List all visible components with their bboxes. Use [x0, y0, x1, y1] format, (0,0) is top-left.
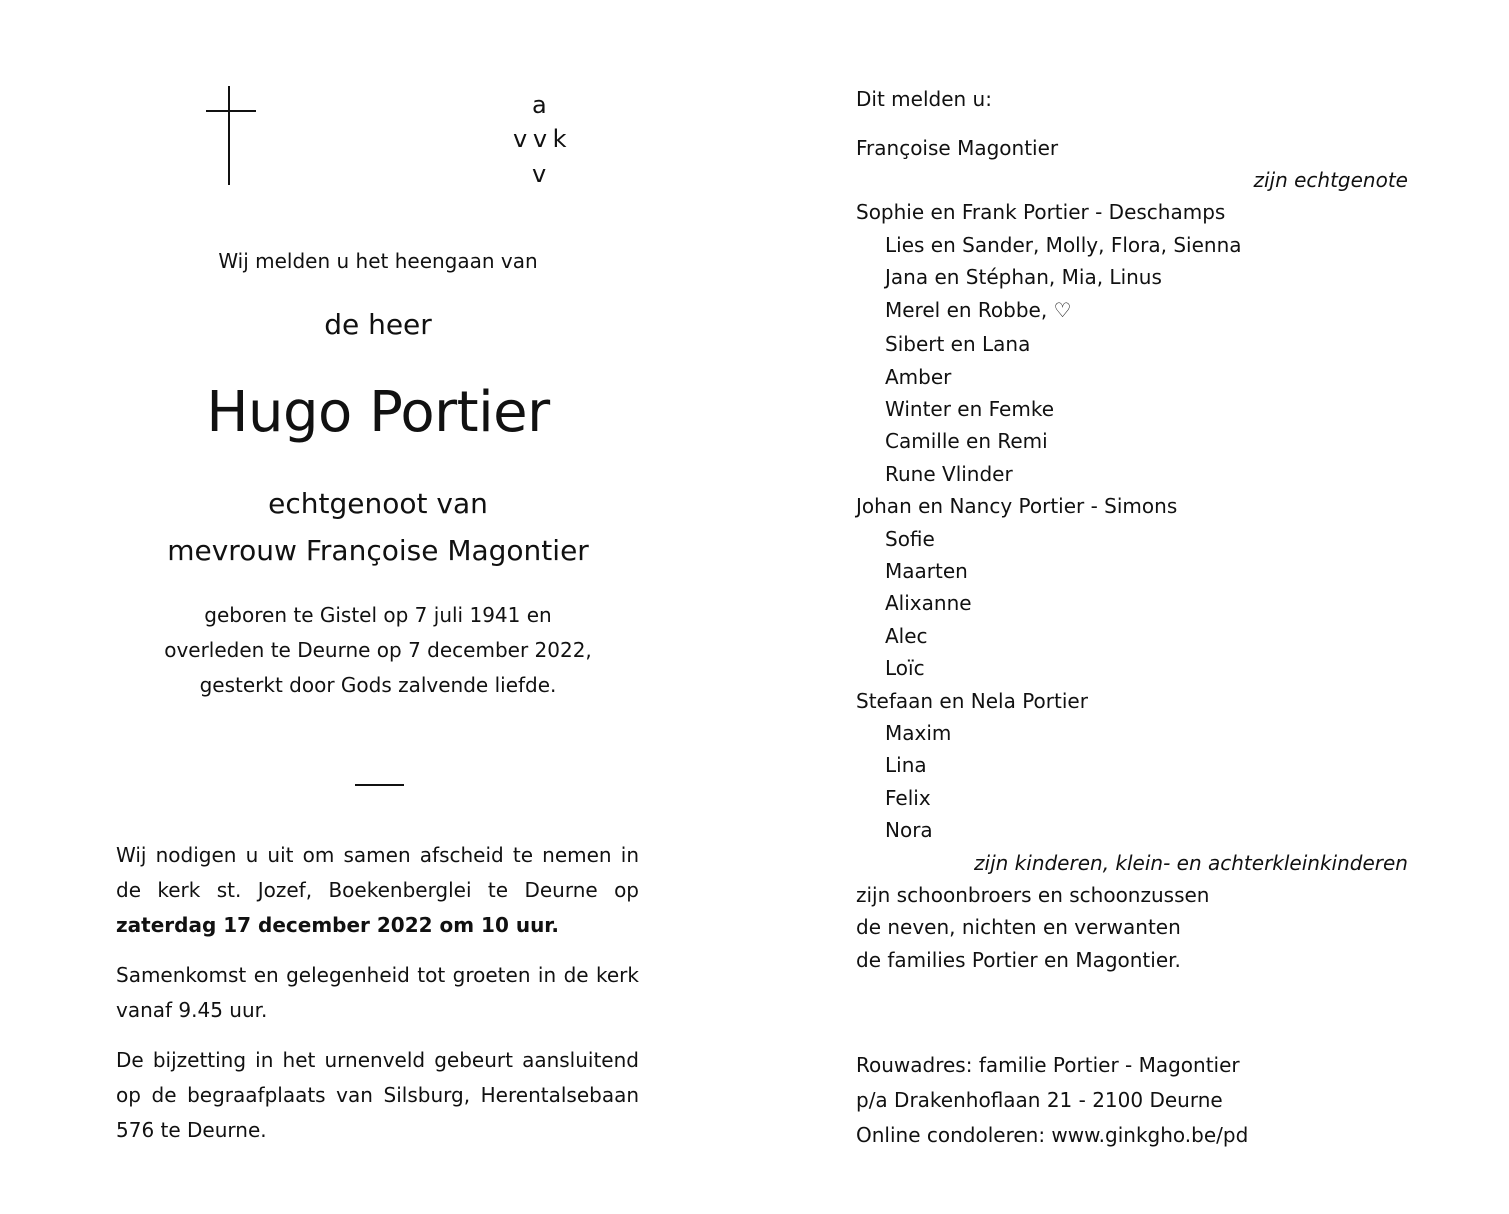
- monogram-bottom: v: [532, 160, 547, 188]
- family-1-member: Sibert en Lana: [885, 332, 1031, 356]
- born-line-2: overleden te Deurne op 7 december 2022,: [164, 638, 592, 662]
- family-3-member: Maxim: [885, 721, 952, 745]
- widow-name: Françoise Magontier: [856, 136, 1059, 160]
- invitation-paragraph: [116, 838, 639, 943]
- inlaws-line: zijn schoonbroers en schoonzussen: [856, 883, 1210, 907]
- family-3-member: Lina: [885, 753, 927, 777]
- family-1-member: Lies en Sander, Molly, Flora, Sienna: [885, 233, 1242, 257]
- burial-paragraph: De bijzetting in het urnenveld gebeurt aansluitend op de begraafplaats van Silsburg, Herentalsebaan 576 te Deurne.: [116, 1048, 639, 1142]
- relatives-line: de neven, nichten en verwanten: [856, 915, 1181, 939]
- spouse-line-1: echtgenoot van: [268, 487, 488, 520]
- right-heading: Dit melden u:: [856, 87, 992, 111]
- mourning-address-line-2: p/a Drakenhoflaan 21 - 2100 Deurne: [856, 1088, 1223, 1112]
- online-condolence-link[interactable]: Online condoleren: www.ginkgho.be/pd: [856, 1123, 1249, 1147]
- children-role: zijn kinderen, klein- en achterkleinkinderen: [974, 851, 1408, 875]
- born-line-1: geboren te Gistel op 7 juli 1941 en: [204, 603, 552, 627]
- family-3-parents: Stefaan en Nela Portier: [856, 689, 1088, 713]
- family-1-member: Jana en Stéphan, Mia, Linus: [885, 265, 1162, 289]
- family-1-member: Rune Vlinder: [885, 462, 1013, 486]
- spouse-block: [78, 480, 678, 574]
- deceased-name: Hugo Portier: [206, 380, 550, 445]
- family-1-member: Amber: [885, 365, 952, 389]
- family-1-parents: Sophie en Frank Portier - Deschamps: [856, 200, 1226, 224]
- family-2-member: Sofie: [885, 527, 935, 551]
- mourning-address-line-1: Rouwadres: familie Portier - Magontier: [856, 1053, 1240, 1077]
- family-2-member: Loïc: [885, 656, 925, 680]
- family-2-member: Alec: [885, 624, 928, 648]
- life-dates-block: [78, 598, 678, 703]
- family-2-member: Alixanne: [885, 591, 972, 615]
- title-prefix: de heer: [324, 308, 432, 341]
- divider: [355, 784, 404, 786]
- monogram-top: a: [532, 91, 547, 119]
- family-3-member: Felix: [885, 786, 931, 810]
- family-2-parents: Johan en Nancy Portier - Simons: [856, 494, 1178, 518]
- family-2-member: Maarten: [885, 559, 968, 583]
- families-line: de families Portier en Magontier.: [856, 948, 1181, 972]
- family-3-member: Nora: [885, 818, 933, 842]
- born-line-3: gesterkt door Gods zalvende liefde.: [199, 673, 557, 697]
- family-1-member: Winter en Femke: [885, 397, 1055, 421]
- family-1-member: Merel en Robbe, ♡: [885, 298, 1072, 322]
- invitation-text: Wij nodigen u uit om samen afscheid te nemen in de kerk st. Jozef, Boekenberglei te Deurne op: [116, 843, 639, 902]
- widow-role: zijn echtgenote: [1253, 168, 1408, 192]
- announcement-intro: Wij melden u het heengaan van: [218, 249, 538, 273]
- gathering-paragraph: Samenkomst en gelegenheid tot groeten in de kerk vanaf 9.45 uur.: [116, 963, 639, 1022]
- monogram-middle: v v k: [513, 125, 567, 153]
- spouse-line-2: mevrouw Françoise Magontier: [167, 534, 589, 567]
- invitation-date: zaterdag 17 december 2022 om 10 uur.: [116, 913, 559, 937]
- family-1-member: Camille en Remi: [885, 429, 1048, 453]
